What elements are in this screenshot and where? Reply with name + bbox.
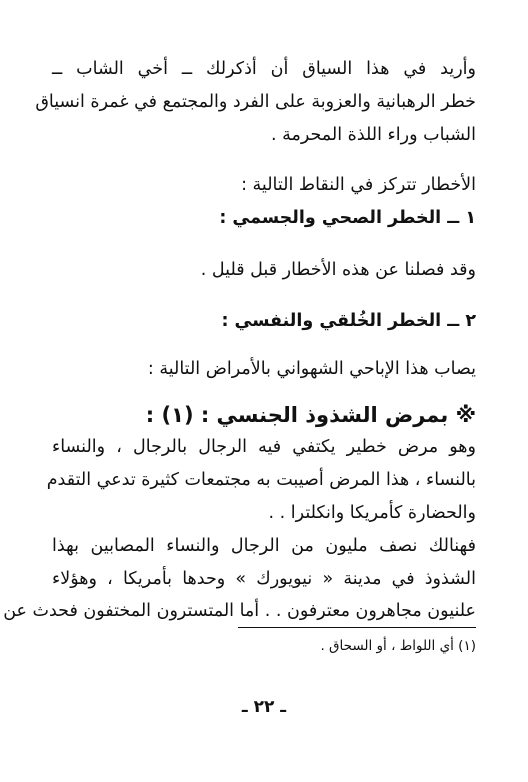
point2-heading: ٢ ــ الخطر الخُلقي والنفسي : (221, 311, 476, 331)
paragraph3-line1: فهنالك نصف مليون من الرجال والنساء المصابين بهذا (52, 536, 476, 556)
footnote-divider (238, 627, 476, 628)
paragraph3-line2: الشذوذ في مدينة « نيويورك » وحدها بأمريكا ، وهؤلاء (52, 569, 476, 589)
disease-heading: ※ بمرض الشذوذ الجنسي : (١) : (145, 403, 476, 427)
paragraph3-line3: علنيون مجاهرون معترفون . . أما المتسترون المختفون فحدث عن (3, 601, 476, 621)
paragraph1-line2: خطر الرهبانية والعزوبة على الفرد والمجتمع في غمرة انسياق (35, 92, 476, 112)
footnote: (١) أي اللواط ، أو السحاق . (320, 638, 476, 654)
point2-text: يصاب هذا الإباحي الشهواني بالأمراض التالية : (147, 359, 476, 379)
point1-text: وقد فصلنا عن هذه الأخطار قبل قليل . (200, 260, 476, 280)
paragraph2-line3: والحضارة كأمريكا وانكلترا . . (268, 503, 476, 523)
intro-line: الأخطار تتركز في النقاط التالية : (241, 175, 476, 195)
paragraph2-line2: بالنساء ، هذا المرض أصيبت به مجتمعات كثيرة تدعي التقدم (46, 470, 476, 490)
paragraph2-line1: وهو مرض خطير يكتفي فيه الرجال بالرجال ، والنساء (52, 437, 476, 457)
paragraph1-line1: وأريد في هذا السياق أن أذكرلك ــ أخي الشاب ــ (52, 59, 476, 79)
page-number: ـ ٢٢ ـ (241, 697, 287, 717)
point1-heading: ١ ــ الخطر الصحي والجسمي : (219, 208, 476, 228)
paragraph1-line3: الشباب وراء اللذة المحرمة . (270, 125, 476, 145)
